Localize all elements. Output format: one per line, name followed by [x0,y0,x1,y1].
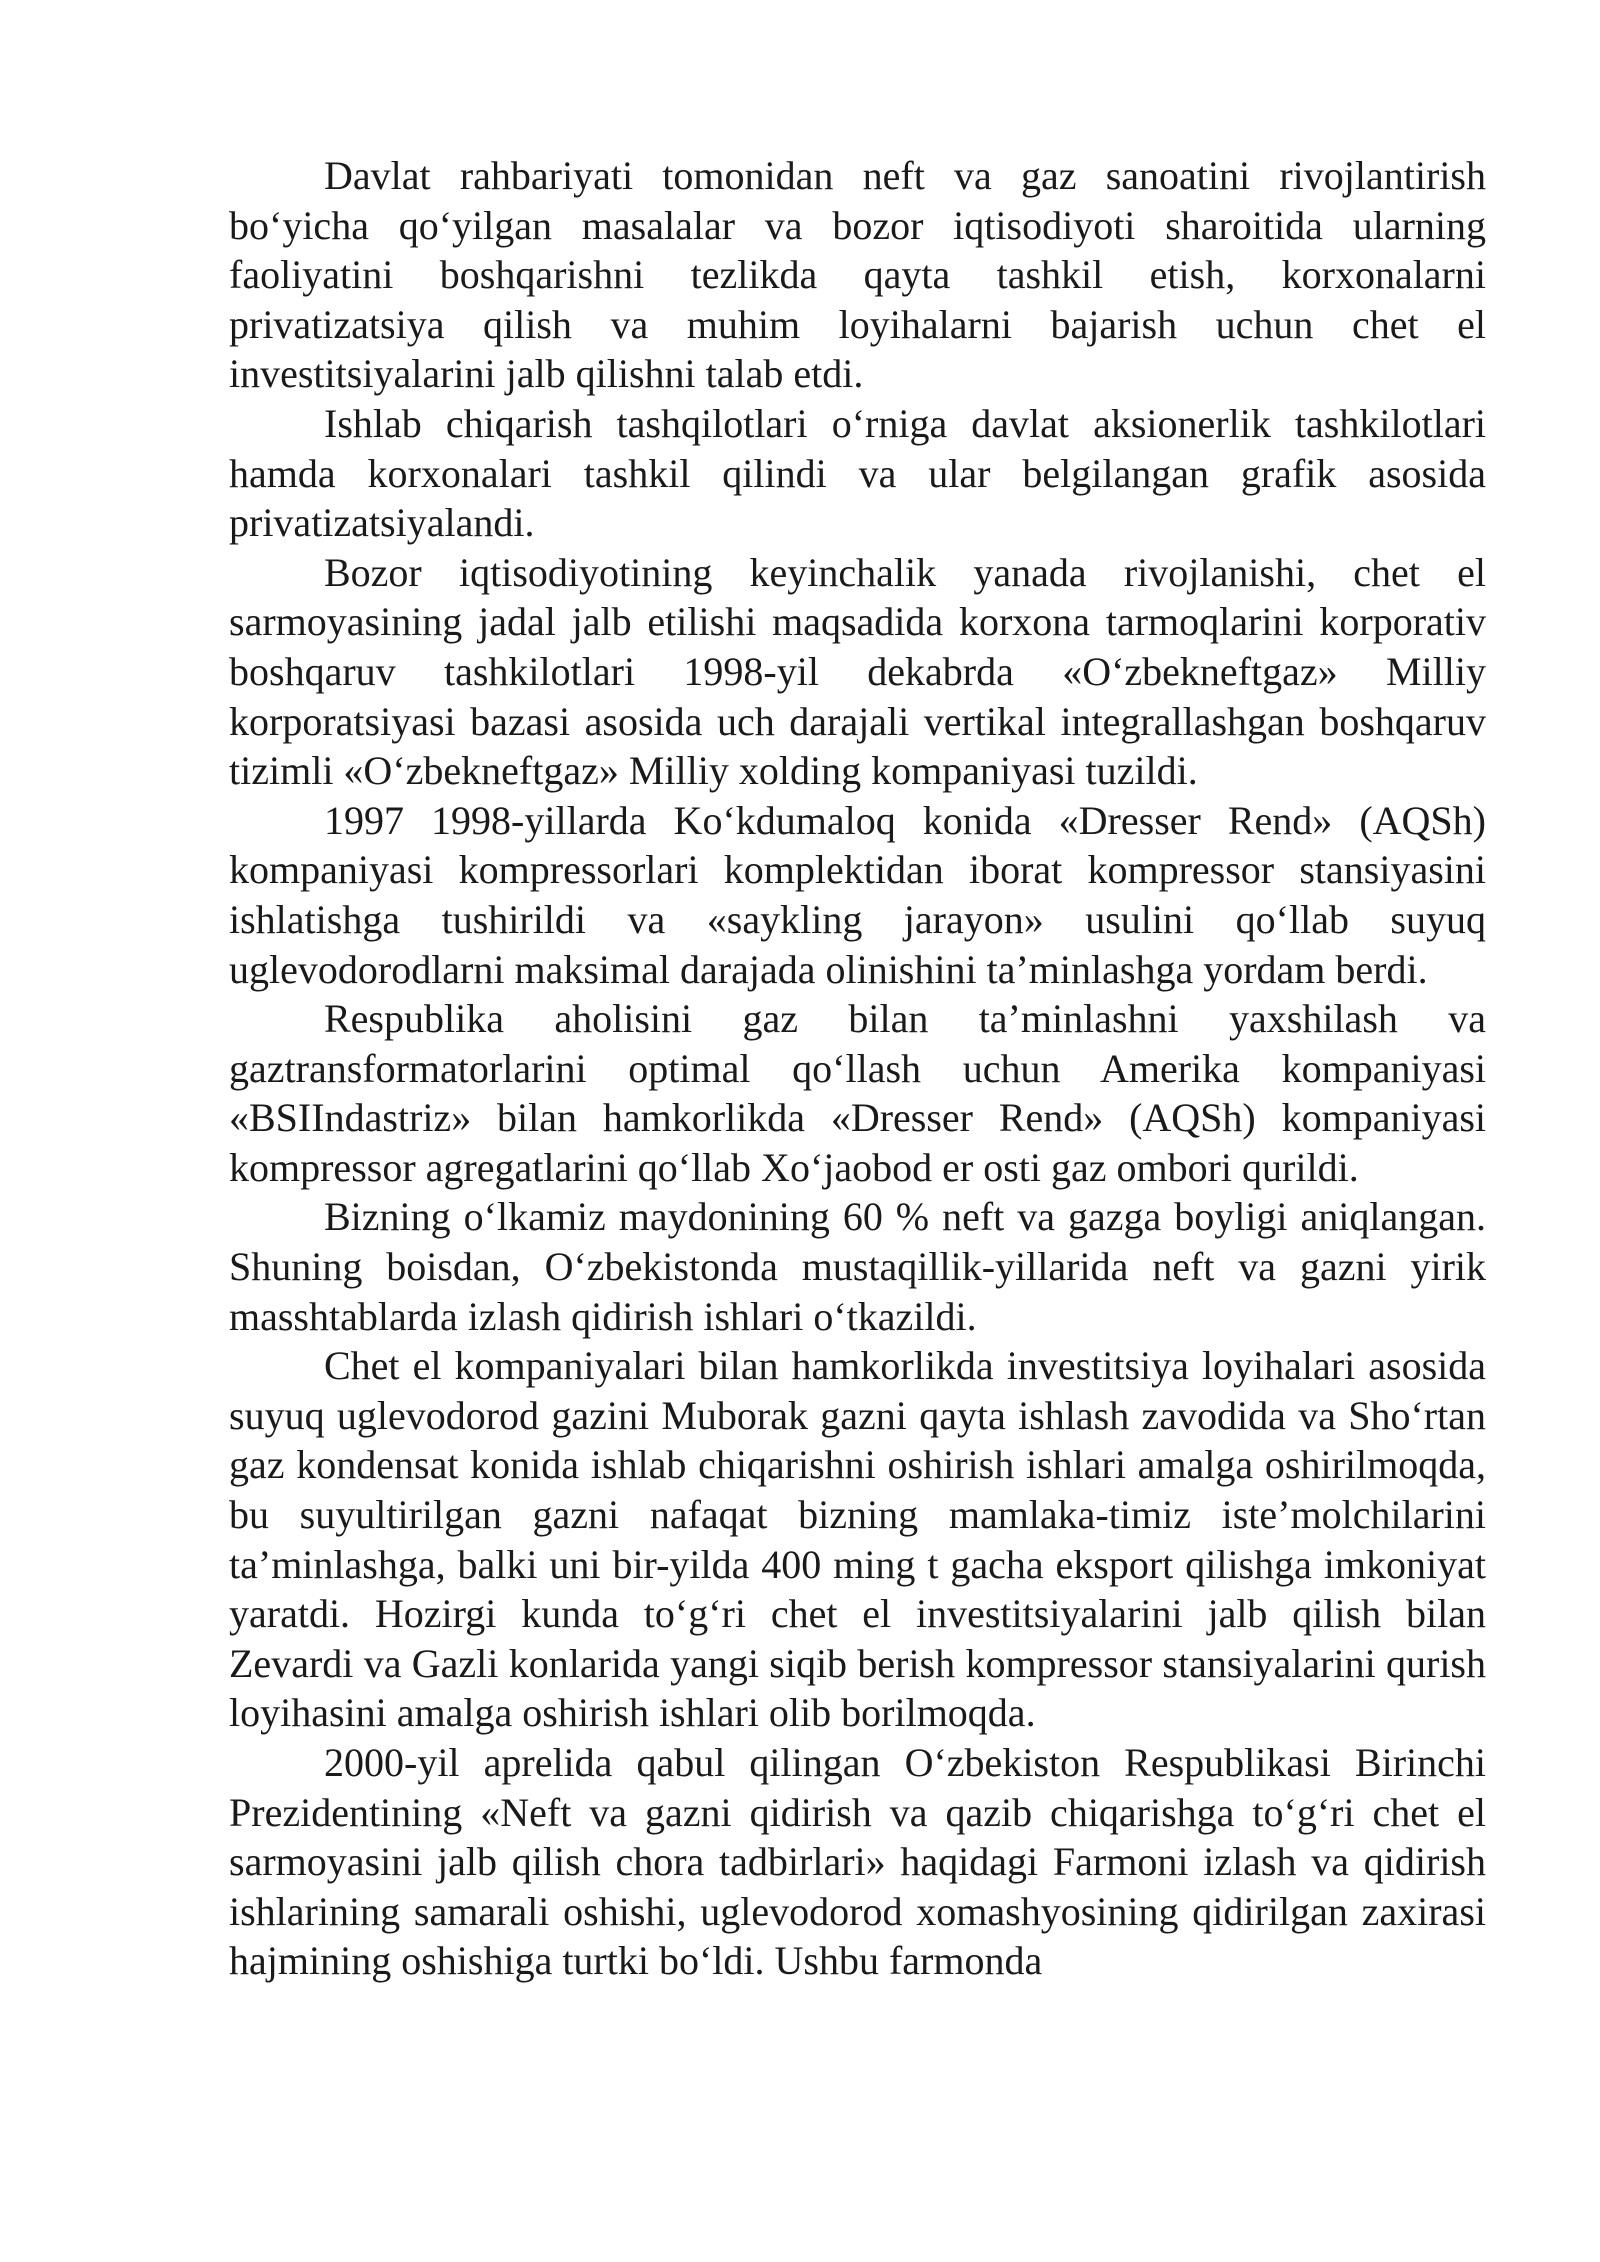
paragraph: Bozor iqtisodiyotining keyinchalik yanada rivojlanishi, chet el sarmoyasining jadal jalb etilishi maqsadida korxona tarmoqlarini korporativ boshqaruv tashkilotlari 1998-yil dekabrda «O‘zbekneftgaz» Milliy korporatsiyasi bazasi asosida uch darajali vertikal integrallashgan boshqaruv tizimli «O‘zbekneftgaz» Milliy xolding kompaniyasi tuzildi. [229,549,1486,794]
paragraph: Ishlab chiqarish tashqilotlari o‘rniga davlat aksionerlik tashkilotlari hamda korxonalari tashkil qilindi va ular belgilangan grafik asosida privatizatsiyalandi. [229,400,1486,546]
paragraph: Davlat rahbariyati tomonidan neft va gaz sanoatini rivojlantirish bo‘yicha qo‘yilgan masalalar va bozor iqtisodiyoti sharoitida ularning faoliyatini boshqarishni tezlikda qayta tashkil etish, korxonalarni privatizatsiya qilish va muhim loyihalarni bajarish uchun chet el investitsiyalarini jalb qilishni talab etdi. [229,153,1486,397]
paragraph: Chet el kompaniyalari bilan hamkorlikda investitsiya loyihalari asosida suyuq uglevodorod gazini Muborak gazni qayta ishlash zavodida va Sho‘rtan gaz kondensat konida ishlab chiqarishni oshirish ishlari amalga oshirilmoqda, bu suyultirilgan gazni nafaqat bizning mamlaka-timiz iste’molchilarini ta’minlashga, balki uni bir-yilda 400 ming t gacha eksport qilishga imkoniyat yaratdi. Hozirgi kunda to‘g‘ri chet el investitsiyalarini jalb qilish bilan Zevardi va Gazli konlarida yangi siqib berish kompressor stansiyalarini qurish loyihasini amalga oshirish ishlari olib borilmoqda. [229,1343,1486,1736]
paragraph: Respublika aholisini gaz bilan ta’minlashni yaxshilash va gaztransformatorlarini optimal qo‘llash uchun Amerika kompaniyasi «BSIIndastriz» bilan hamkorlikda «Dresser Rend» (AQSh) kompaniyasi kompressor agregatlarini qo‘llab Xo‘jaobod er osti gaz ombori qurildi. [229,996,1486,1190]
document-body [229,151,1486,1986]
paragraph: Bizning o‘lkamiz maydonining 60 % neft va gazga boyligi aniqlangan. Shuning boisdan, O‘zbekistonda mustaqillik-yillarida neft va gazni yirik masshtablarda izlash qidirish ishlari o‘tkazildi. [229,1194,1486,1339]
paragraph: 1997 1998-yillarda Ko‘kdumaloq konida «Dresser Rend» (AQSh) kompaniyasi kompressorlari komplektidan iborat kompressor stansiyasini ishlatishga tushirildi va «saykling jarayon» usulini qo‘llab suyuq uglevodorodlarni maksimal darajada olinishini ta’minlashga yordam berdi. [229,797,1486,992]
paragraph: 2000-yil aprelida qabul qilingan O‘zbekiston Respublikasi Birinchi Prezidentining «Neft va gazni qidirish va qazib chiqarishga to‘g‘ri chet el sarmoyasini jalb qilish chora tadbirlari» haqidagi Farmoni izlash va qidirish ishlarining samarali oshishi, uglevodorod xomashyosining qidirilgan zaxirasi hajmining oshishiga turtki bo‘ldi. Ushbu farmonda [229,1740,1486,1984]
